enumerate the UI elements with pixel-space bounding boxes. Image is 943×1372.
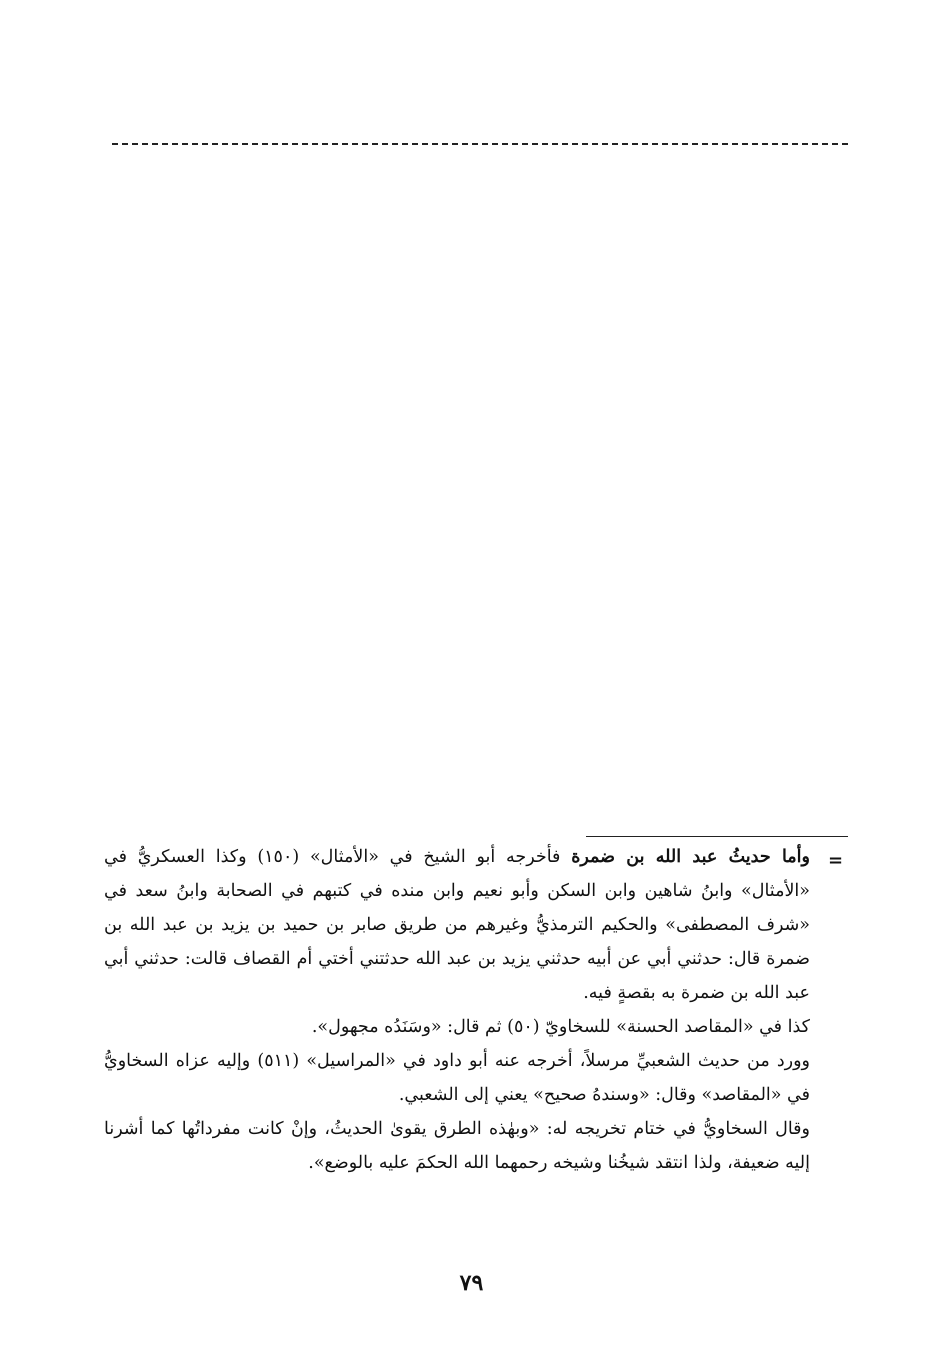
footnote-paragraph-1 — [104, 840, 810, 1010]
footnote-body-text: فأخرجه أبو الشيخ في «الأمثال» (١٥٠) وكذا العسكريُّ في «الأمثال» وابنُ شاهين وابن السكن وأبو نعيم وابن منده في كتبهم في الصحابة وابنُ سعد في «شرف المصطفى» والحكيم الترمذيُّ وغيرهم من طريق صابر بن حميد بن يزيد بن عبد الله بن ضمرة قال: حدثني أبي عن أبيه حدثني يزيد بن عبد الله حدثتني أختي أم القصاف قالت: حدثني أبي عبد الله بن ضمرة به بقصةٍ فيه. — [104, 847, 810, 1003]
footnote-paragraph-2: كذا في «المقاصد الحسنة» للسخاويّ (٥٠) ثم قال: «وسَنَدُه مجهول». — [311, 1017, 810, 1037]
footnote-separator — [586, 836, 848, 837]
dashed-separator — [112, 143, 848, 145]
footnote-paragraph-3: وورد من حديث الشعبيِّ مرسلاً، أخرجه عنه أبو داود في «المراسيل» (٥١١) وإليه عزاه السخاويُّ في «المقاصد» وقال: «وسندهُ صحيح» يعني إلى الشعبي. — [104, 1051, 810, 1105]
footnote-block — [104, 840, 810, 1180]
continuation-mark: = — [828, 850, 844, 871]
footnote-lead-text: وأما حديثُ عبد الله بن ضمرة — [571, 847, 810, 867]
footnote-paragraph-4: وقال السخاويُّ في ختام تخريجه له: «وبهٰذه الطرق يقوىٰ الحديثُ، وإنْ كانت مفرداتُها كما أشرنا إليه ضعيفة، ولذا انتقد شيخُنا وشيخه رحمهما الله الحكمَ عليه بالوضع». — [104, 1119, 810, 1173]
page-number: ٧٩ — [459, 1270, 484, 1296]
